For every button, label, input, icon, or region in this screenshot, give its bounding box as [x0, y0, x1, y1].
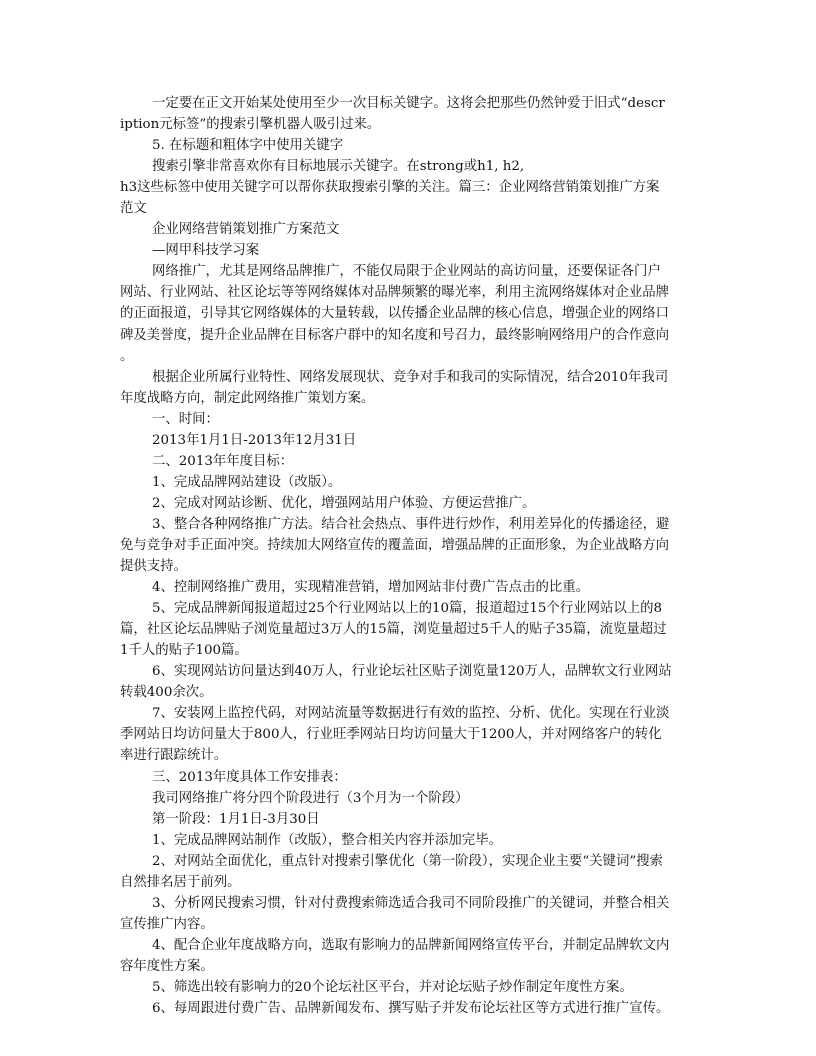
text-line: 6、实现网站访问量达到40万人，行业论坛社区贴子浏览量120万人，品牌软文行业网站	[152, 664, 672, 680]
document-body	[120, 93, 700, 1019]
text-line: 根据企业所属行业特性、网络发展现状、竞争对手和我司的实际情况，结合2010年我司	[152, 369, 669, 385]
text-line: 提供支持。	[120, 559, 187, 575]
text-line: iption元标签”的搜索引擎机器人吸引过来。	[120, 117, 381, 133]
text-line: 一定要在正文开始某处使用至少一次目标关键字。这将会把那些仍然钟爱于旧式“descr	[152, 96, 665, 111]
text-line: 。	[120, 348, 134, 364]
text-line: 篇，社区论坛品牌贴子浏览量超过3万人的15篇，浏览量超过5千人的贴子35篇，流览量超过	[120, 622, 667, 638]
text-line: —网甲科技学习案	[152, 243, 260, 259]
text-line: 5. 在标题和粗体字中使用关键字	[152, 138, 344, 154]
text-line: 一、时间：	[152, 411, 219, 427]
text-line: 宣传推广内容。	[120, 916, 214, 932]
text-line: 2013年1月1日-2013年12月31日	[152, 432, 357, 448]
text-line: 2、对网站全面优化，重点针对搜索引擎优化（第一阶段），实现企业主要“关键词”搜索	[152, 853, 663, 869]
text-line: 容年度性方案。	[120, 958, 214, 974]
text-line: 7、安装网上监控代码，对网站流量等数据进行有效的监控、分析、优化。实现在行业淡	[152, 706, 670, 722]
text-line: 1千人的贴子100篇。	[120, 643, 248, 659]
text-line: 1、完成品牌网站制作（改版），整合相关内容并添加完毕。	[152, 832, 502, 848]
text-line: 3、分析网民搜索习惯，针对付费搜索筛选适合我司不同阶段推广的关键词，并整合相关	[152, 895, 670, 911]
text-line: 1、完成品牌网站建设（改版）。	[152, 474, 342, 490]
text-line: 3、整合各种网络推广方法。结合社会热点、事件进行炒作，利用差异化的传播途径，避	[152, 516, 670, 532]
text-line: 自然排名居于前列。	[120, 874, 241, 890]
text-line: 2、完成对网站诊断、优化，增强网站用户体验、方便运营推广。	[152, 495, 536, 511]
text-line: 网站、行业网站、社区论坛等等网络媒体对品牌频繁的曝光率，利用主流网络媒体对企业品牌	[120, 285, 670, 301]
text-line: 年度战略方向，制定此网络推广策划方案。	[120, 390, 375, 406]
text-line: 我司网络推广将分四个阶段进行（3个月为一个阶段）	[152, 790, 469, 806]
text-line: 免与竞争对手正面冲突。持续加大网络宣传的覆盖面，增强品牌的正面形象，为企业战略方向	[120, 537, 670, 553]
text-line: 范文	[120, 201, 147, 217]
text-line: 5、完成品牌新闻报道超过25个行业网站以上的10篇，报道超过15个行业网站以上的8	[152, 601, 663, 617]
text-line: 率进行跟踪统计。	[120, 748, 228, 764]
text-line: 三、2013年度具体工作安排表：	[152, 769, 347, 785]
text-line: 4、控制网络推广费用，实现精准营销，增加网站非付费广告点击的比重。	[152, 580, 590, 596]
text-line: 企业网络营销策划推广方案范文	[152, 222, 340, 238]
text-line: 6、每周跟进付费广告、品牌新闻发布、撰写贴子并发布论坛社区等方式进行推广宣传。	[152, 1001, 670, 1017]
text-line: 第一阶段：1月1日-3月30日	[152, 811, 320, 827]
text-line: 5、筛选出较有影响力的20个论坛社区平台，并对论坛贴子炒作制定年度性方案。	[152, 979, 633, 995]
text-line: 的正面报道，引导其它网络媒体的大量转载，以传播企业品牌的核心信息，增强企业的网络口	[120, 306, 670, 322]
text-line: 网络推广，尤其是网络品牌推广，不能仅局限于企业网站的高访问量，还要保证各门户	[152, 264, 661, 280]
text-line: 搜索引擎非常喜欢你有目标地展示关键字。在strong或h1, h2,	[152, 159, 525, 175]
text-line: 季网站日均访问量大于800人，行业旺季网站日均访问量大于1200人，并对网络客户的转化	[120, 727, 662, 743]
text-line: 4、配合企业年度战略方向，选取有影响力的品牌新闻网络宣传平台，并制定品牌软文内	[152, 937, 670, 953]
text-line: 碑及美誉度，提升企业品牌在目标客户群中的知名度和号召力，最终影响网络用户的合作意向	[120, 327, 670, 343]
text-line: 转载400余次。	[120, 685, 213, 701]
text-line: h3这些标签中使用关键字可以帮你获取搜索引擎的关注。篇三：企业网络营销策划推广方案	[120, 180, 660, 196]
text-line: 二、2013年年度目标：	[152, 453, 294, 469]
